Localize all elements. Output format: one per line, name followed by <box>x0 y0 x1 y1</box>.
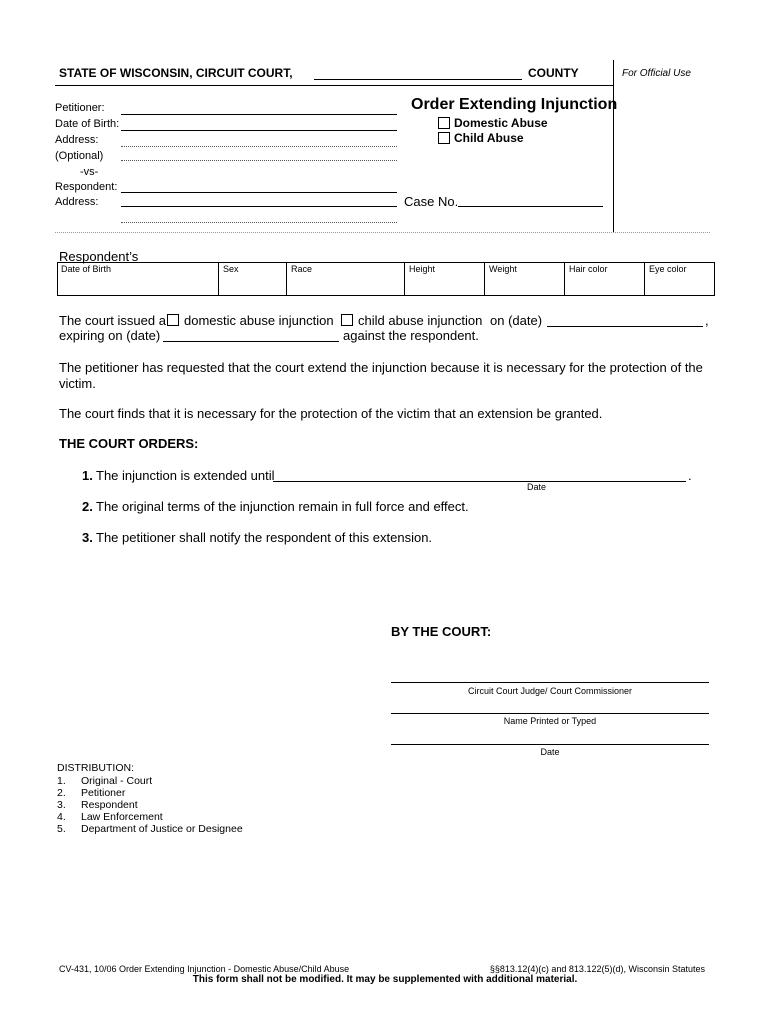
court-orders-heading: THE COURT ORDERS: <box>59 436 199 451</box>
printed-name-field[interactable] <box>391 713 709 714</box>
issued-child-label: child abuse injunction <box>358 313 483 328</box>
child-abuse-option <box>438 131 524 145</box>
request-text-line-2: victim. <box>59 376 96 391</box>
expiring-label: expiring on (date) <box>59 328 161 343</box>
col-hair-color[interactable] <box>564 262 644 296</box>
order-1-period: . <box>688 468 692 483</box>
col-date-of-birth[interactable] <box>57 262 218 296</box>
child-abuse-option-label: Child Abuse <box>454 131 524 145</box>
issued-domestic-label: domestic abuse injunction <box>184 313 334 328</box>
signature-date-field[interactable] <box>391 744 709 745</box>
respondent-address-label: Address: <box>55 196 99 208</box>
issued-on-date-label: on (date) <box>490 313 543 328</box>
distribution-list <box>57 775 243 835</box>
col-sex[interactable] <box>218 262 286 296</box>
list-item-number: 2. <box>57 787 66 799</box>
judge-signature-caption: Circuit Court Judge/ Court Commissioner <box>467 686 633 696</box>
list-item-text: Original - Court <box>81 775 153 787</box>
respondent-table-heading: Respondent’s <box>59 249 139 264</box>
respondent-address-field-2[interactable] <box>121 222 397 223</box>
header-rule <box>55 85 613 86</box>
modification-notice: This form shall not be modified. It may be supplemented with additional material. <box>192 974 578 985</box>
list-item-number: 4. <box>57 811 66 823</box>
county-name-line[interactable] <box>314 79 522 80</box>
court-heading: STATE OF WISCONSIN, CIRCUIT COURT, <box>59 66 293 80</box>
dob-label: Date of Birth: <box>55 118 120 130</box>
col-sex-label: Sex <box>223 264 239 274</box>
printed-name-caption: Name Printed or Typed <box>503 716 597 726</box>
col-weight-label: Weight <box>489 264 517 274</box>
optional-label: (Optional) <box>55 150 104 162</box>
by-the-court-label: BY THE COURT: <box>391 624 492 639</box>
against-respondent-text: against the respondent. <box>343 328 479 343</box>
statute-reference: §§813.12(4)(c) and 813.122(5)(d), Wisconsin Statutes <box>489 964 705 974</box>
col-height-label: Height <box>409 264 436 274</box>
list-item <box>57 799 243 811</box>
list-item-number: 1. <box>57 775 66 787</box>
list-item-text: Law Enforcement <box>81 811 163 823</box>
request-text-line-1: The petitioner has requested that the court extend the injunction because it is necessary for the protection of the <box>59 360 703 375</box>
list-item <box>57 823 243 835</box>
order-1-number: 1. <box>82 468 93 483</box>
list-item-number: 5. <box>57 823 66 835</box>
issued-comma: , <box>705 313 709 328</box>
list-item <box>57 775 243 787</box>
col-weight[interactable] <box>484 262 564 296</box>
dob-field[interactable] <box>121 130 397 131</box>
col-hair-color-label: Hair color <box>569 264 608 274</box>
respondent-address-field-1[interactable] <box>121 206 397 207</box>
petitioner-label: Petitioner: <box>55 102 105 114</box>
col-eye-color-label: Eye color <box>649 264 687 274</box>
expiring-date-field[interactable] <box>163 341 339 342</box>
list-item-text: Respondent <box>81 799 138 811</box>
child-abuse-checkbox[interactable] <box>438 132 450 144</box>
order-3-text: The petitioner shall notify the respondent of this extension. <box>96 530 433 545</box>
official-use-divider <box>613 60 614 232</box>
list-item <box>57 787 243 799</box>
col-height[interactable] <box>404 262 484 296</box>
order-3-number: 3. <box>82 530 93 545</box>
section-divider <box>55 232 710 233</box>
col-race[interactable] <box>286 262 404 296</box>
list-item <box>57 811 243 823</box>
order-2-number: 2. <box>82 499 93 514</box>
case-number-label: Case No. <box>404 194 459 209</box>
order-1-text: The injunction is extended until <box>96 468 275 483</box>
extension-date-field[interactable] <box>273 481 686 482</box>
address-field-1[interactable] <box>121 146 397 147</box>
issued-domestic-checkbox[interactable] <box>167 314 179 326</box>
domestic-abuse-option-label: Domestic Abuse <box>454 116 548 130</box>
official-use-label: For Official Use <box>622 68 691 79</box>
address-field-2[interactable] <box>121 160 397 161</box>
distribution-heading: DISTRIBUTION: <box>57 762 135 774</box>
col-race-label: Race <box>291 264 313 274</box>
form-id: CV-431, 10/06 Order Extending Injunction - Domestic Abuse/Child Abuse <box>59 964 350 974</box>
signature-date-caption: Date <box>540 747 560 757</box>
respondent-field[interactable] <box>121 192 397 193</box>
respondent-label: Respondent: <box>55 181 118 193</box>
domestic-abuse-option <box>438 116 548 130</box>
list-item-text: Petitioner <box>81 787 126 799</box>
extension-date-caption: Date <box>527 482 547 492</box>
issued-date-field[interactable] <box>547 326 703 327</box>
address-label: Address: <box>55 134 99 146</box>
case-number-field[interactable] <box>458 206 603 207</box>
col-eye-color[interactable] <box>644 262 715 296</box>
list-item-number: 3. <box>57 799 66 811</box>
issued-label: The court issued a <box>59 313 166 328</box>
order-2-text: The original terms of the injunction remain in full force and effect. <box>96 499 469 514</box>
findings-text: The court finds that it is necessary for the protection of the victim that an extension be granted. <box>59 406 603 421</box>
col-date-of-birth-label: Date of Birth <box>61 264 112 274</box>
county-label: COUNTY <box>528 66 579 80</box>
form-title: Order Extending Injunction <box>411 96 618 113</box>
versus-label: -vs- <box>80 166 99 178</box>
list-item-text: Department of Justice or Designee <box>81 823 243 835</box>
domestic-abuse-checkbox[interactable] <box>438 117 450 129</box>
judge-signature-field[interactable] <box>391 682 709 683</box>
petitioner-field[interactable] <box>121 114 397 115</box>
issued-child-checkbox[interactable] <box>341 314 353 326</box>
